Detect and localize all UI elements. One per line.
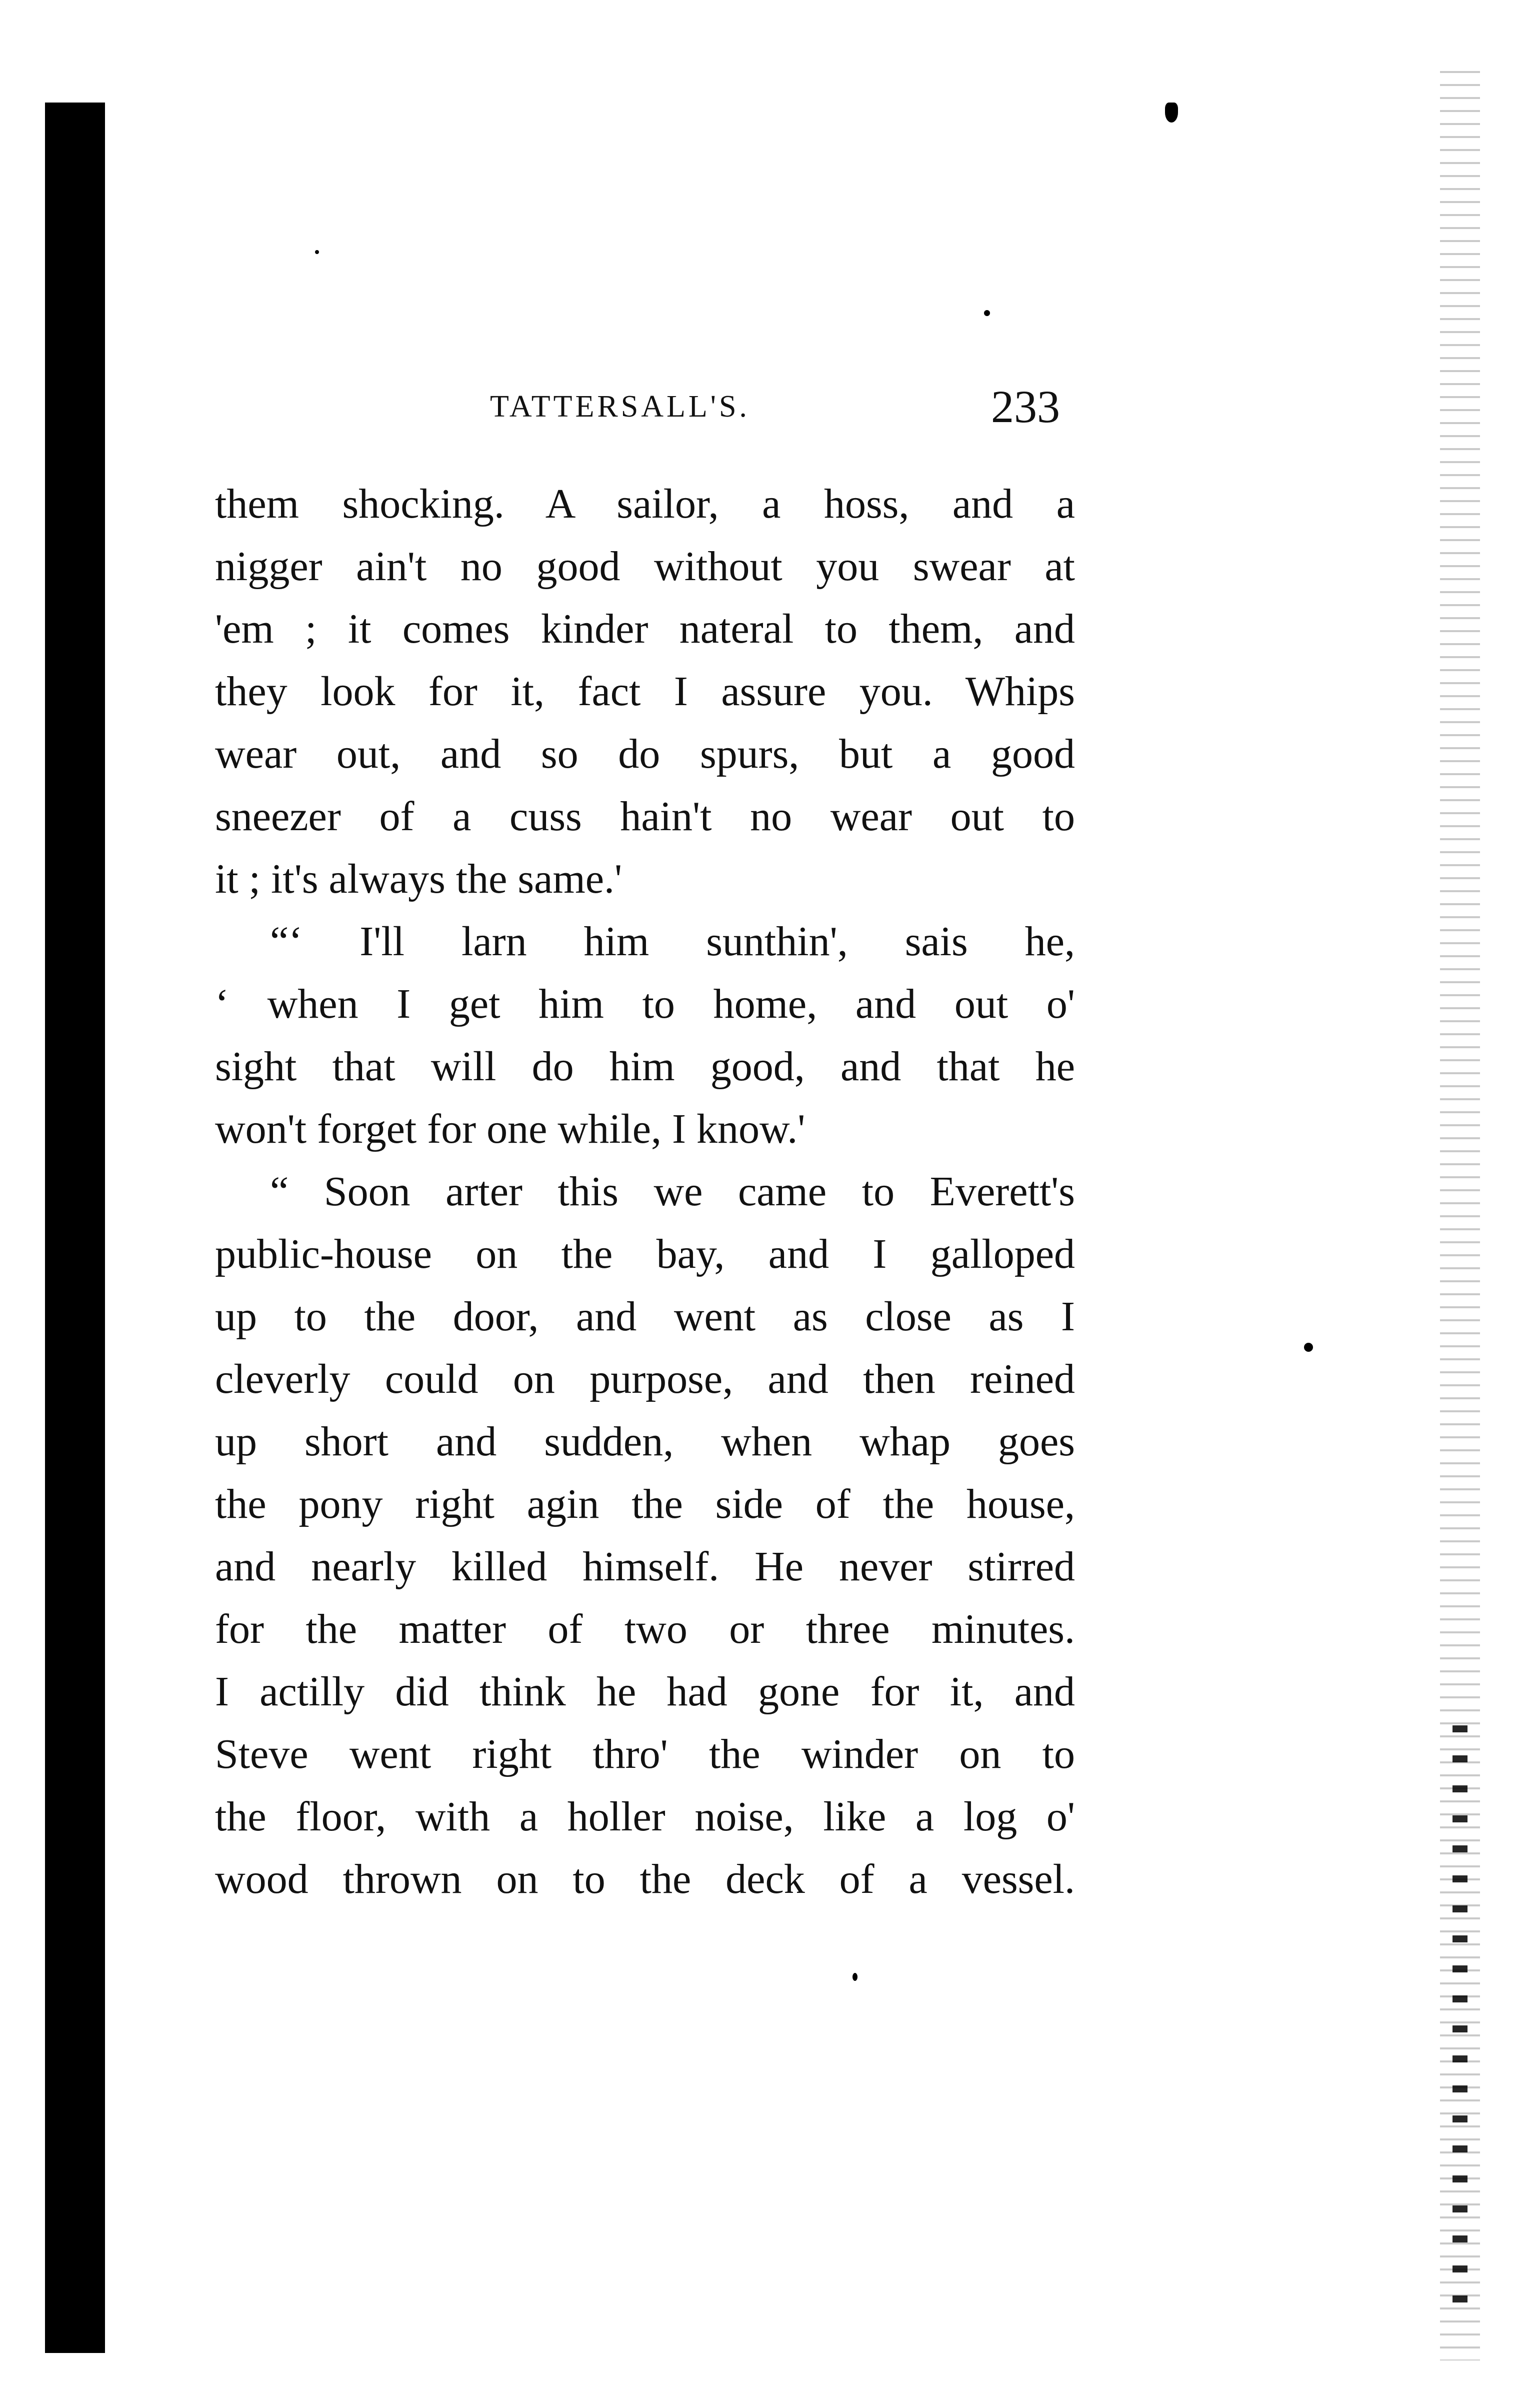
text-line: sight that will do him good, and that he <box>215 1043 1075 1090</box>
body-text <box>215 473 1075 1910</box>
ink-speck <box>315 250 319 254</box>
text-line: sneezer of a cuss hain't no wear out to <box>215 793 1075 840</box>
ink-speck <box>852 1973 858 1981</box>
text-line: up short and sudden, when whap goes <box>215 1418 1075 1465</box>
running-head: TATTERSALL'S. <box>490 390 750 424</box>
page-edge-marks <box>1452 1725 1468 2325</box>
text-line: the pony right agin the side of the house, <box>215 1481 1075 1527</box>
ink-speck <box>984 310 990 316</box>
text-line: up to the door, and went as close as I <box>215 1293 1075 1340</box>
text-line: public-house on the bay, and I galloped <box>215 1231 1075 1277</box>
text-line: cleverly could on purpose, and then reined <box>215 1356 1075 1402</box>
page-number: 233 <box>991 381 1060 432</box>
ink-speck <box>1165 103 1178 123</box>
text-line: wear out, and so do spurs, but a good <box>215 731 1075 777</box>
text-line: wood thrown on to the deck of a vessel. <box>215 1856 1075 1902</box>
text-line: ‘ when I get him to home, and out o' <box>215 981 1075 1027</box>
ink-speck <box>1304 1343 1313 1352</box>
text-line: “ Soon arter this we came to Everett's <box>270 1168 1075 1215</box>
text-line: 'em ; it comes kinder nateral to them, and <box>215 606 1075 652</box>
text-line: won't forget for one while, I know.' <box>215 1106 806 1152</box>
text-line: and nearly killed himself. He never stirred <box>215 1543 1075 1590</box>
text-line: it ; it's always the same.' <box>215 856 622 902</box>
book-spine-shadow <box>45 103 105 2353</box>
text-line: I actilly did think he had gone for it, and <box>215 1668 1075 1715</box>
text-line: them shocking. A sailor, a hoss, and a <box>215 481 1075 527</box>
text-line: nigger ain't no good without you swear at <box>215 543 1075 590</box>
text-line: for the matter of two or three minutes. <box>215 1606 1075 1652</box>
text-line: they look for it, fact I assure you. Whips <box>215 668 1075 715</box>
text-line: Steve went right thro' the winder on to <box>215 1731 1075 1777</box>
text-line: “‘ I'll larn him sunthin', sais he, <box>270 918 1075 965</box>
text-line: the floor, with a holler noise, like a log o' <box>215 1793 1075 1840</box>
page-header <box>215 380 1075 440</box>
